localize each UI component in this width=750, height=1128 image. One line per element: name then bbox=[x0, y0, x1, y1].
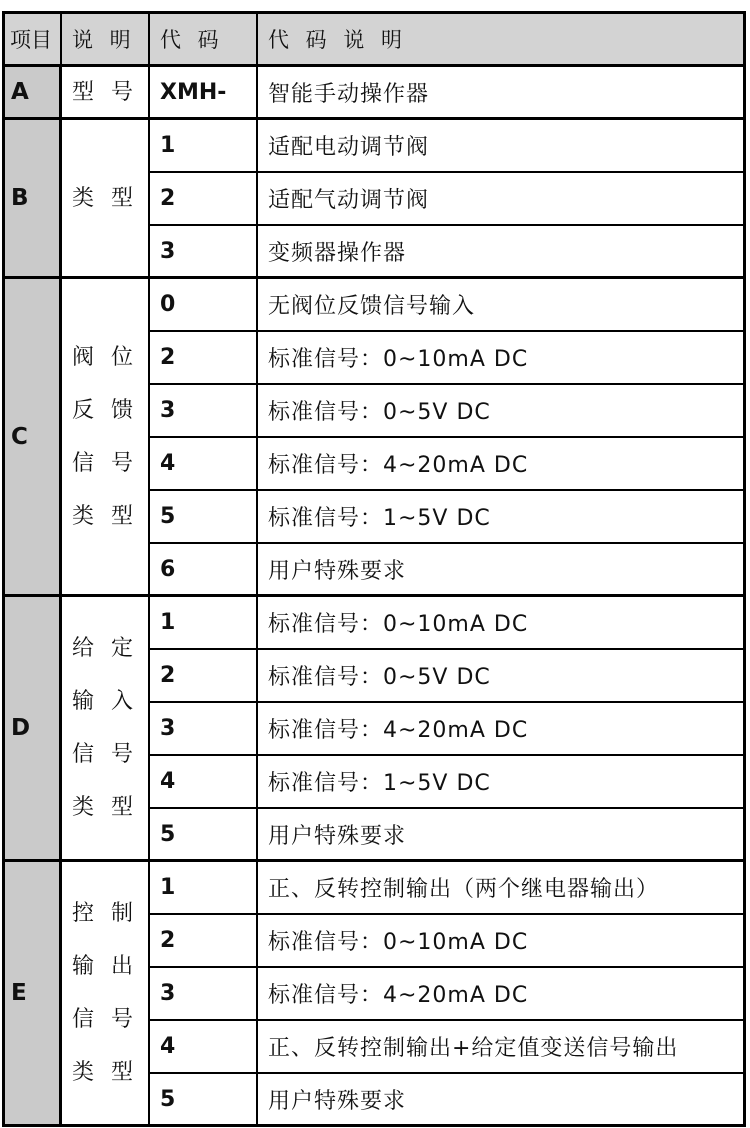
code-description-cell: 正、反转控制输出（两个继电器输出） bbox=[258, 862, 746, 915]
code-description-cell: 适配电动调节阀 bbox=[258, 120, 746, 173]
description-line: 控 制 bbox=[72, 901, 138, 926]
code-cell: 4 bbox=[150, 1021, 258, 1074]
description-line: 反 馈 bbox=[72, 397, 138, 423]
code-description-cell: 标准信号：0~5V DC bbox=[258, 385, 746, 438]
code-description-cell: 适配气动调节阀 bbox=[258, 173, 746, 226]
code-description-cell: 标准信号：0~5V DC bbox=[258, 650, 746, 703]
group-label-a: A bbox=[5, 67, 62, 120]
code-description-cell: 无阀位反馈信号输入 bbox=[258, 279, 746, 332]
description-line: 信 号 bbox=[72, 742, 138, 767]
code-description-cell: 变频器操作器 bbox=[258, 226, 746, 279]
code-description-cell: 用户特殊要求 bbox=[258, 544, 746, 597]
description-line: 类 型 bbox=[72, 795, 138, 820]
code-description-cell: 标准信号：0~10mA DC bbox=[258, 332, 746, 385]
code-description-cell: 标准信号：1~5V DC bbox=[258, 756, 746, 809]
code-cell: 2 bbox=[150, 650, 258, 703]
description-line: 类 型 bbox=[72, 185, 138, 211]
description-line: 型 号 bbox=[72, 79, 138, 105]
code-cell: 3 bbox=[150, 385, 258, 438]
description-line: 类 型 bbox=[72, 503, 138, 529]
code-description-cell: 用户特殊要求 bbox=[258, 809, 746, 862]
code-description-cell: 用户特殊要求 bbox=[258, 1074, 746, 1127]
code-description-cell: 标准信号：4~20mA DC bbox=[258, 968, 746, 1021]
header-description: 说 明 bbox=[62, 14, 150, 67]
description-line: 类 型 bbox=[72, 1060, 138, 1085]
group-label-e: E bbox=[5, 862, 62, 1127]
code-cell: 4 bbox=[150, 756, 258, 809]
description-line: 输 出 bbox=[72, 954, 138, 979]
description-line: 信 号 bbox=[72, 450, 138, 476]
code-cell: 4 bbox=[150, 438, 258, 491]
header-item: 项目 bbox=[5, 14, 62, 67]
group-label-c: C bbox=[5, 279, 62, 597]
group-description-d bbox=[62, 597, 150, 862]
group-description-c bbox=[62, 279, 150, 597]
header-code-description: 代 码 说 明 bbox=[258, 14, 746, 67]
code-cell: 1 bbox=[150, 597, 258, 650]
code-description-cell: 标准信号：0~10mA DC bbox=[258, 915, 746, 968]
code-cell: 5 bbox=[150, 1074, 258, 1127]
code-description-cell: 标准信号：1~5V DC bbox=[258, 491, 746, 544]
code-cell: XMH- bbox=[150, 67, 258, 120]
code-cell: 2 bbox=[150, 915, 258, 968]
description-line: 输 入 bbox=[72, 689, 138, 714]
code-cell: 6 bbox=[150, 544, 258, 597]
code-cell: 3 bbox=[150, 968, 258, 1021]
description-line: 阀 位 bbox=[72, 344, 138, 370]
code-cell: 1 bbox=[150, 862, 258, 915]
code-cell: 3 bbox=[150, 703, 258, 756]
code-description-cell: 标准信号：4~20mA DC bbox=[258, 703, 746, 756]
description-line: 给 定 bbox=[72, 636, 138, 661]
code-cell: 5 bbox=[150, 809, 258, 862]
group-label-b: B bbox=[5, 120, 62, 279]
code-description-cell: 正、反转控制输出+给定值变送信号输出 bbox=[258, 1021, 746, 1074]
group-description-e bbox=[62, 862, 150, 1127]
code-cell: 2 bbox=[150, 332, 258, 385]
code-cell: 2 bbox=[150, 173, 258, 226]
code-cell: 0 bbox=[150, 279, 258, 332]
code-description-cell: 标准信号：4~20mA DC bbox=[258, 438, 746, 491]
code-description-cell: 智能手动操作器 bbox=[258, 67, 746, 120]
header-code: 代 码 bbox=[150, 14, 258, 67]
code-cell: 5 bbox=[150, 491, 258, 544]
group-label-d: D bbox=[5, 597, 62, 862]
group-description-b bbox=[62, 120, 150, 279]
group-description-a bbox=[62, 67, 150, 120]
code-cell: 3 bbox=[150, 226, 258, 279]
code-description-cell: 标准信号：0~10mA DC bbox=[258, 597, 746, 650]
product-code-table bbox=[2, 11, 746, 1127]
description-line: 信 号 bbox=[72, 1007, 138, 1032]
code-cell: 1 bbox=[150, 120, 258, 173]
